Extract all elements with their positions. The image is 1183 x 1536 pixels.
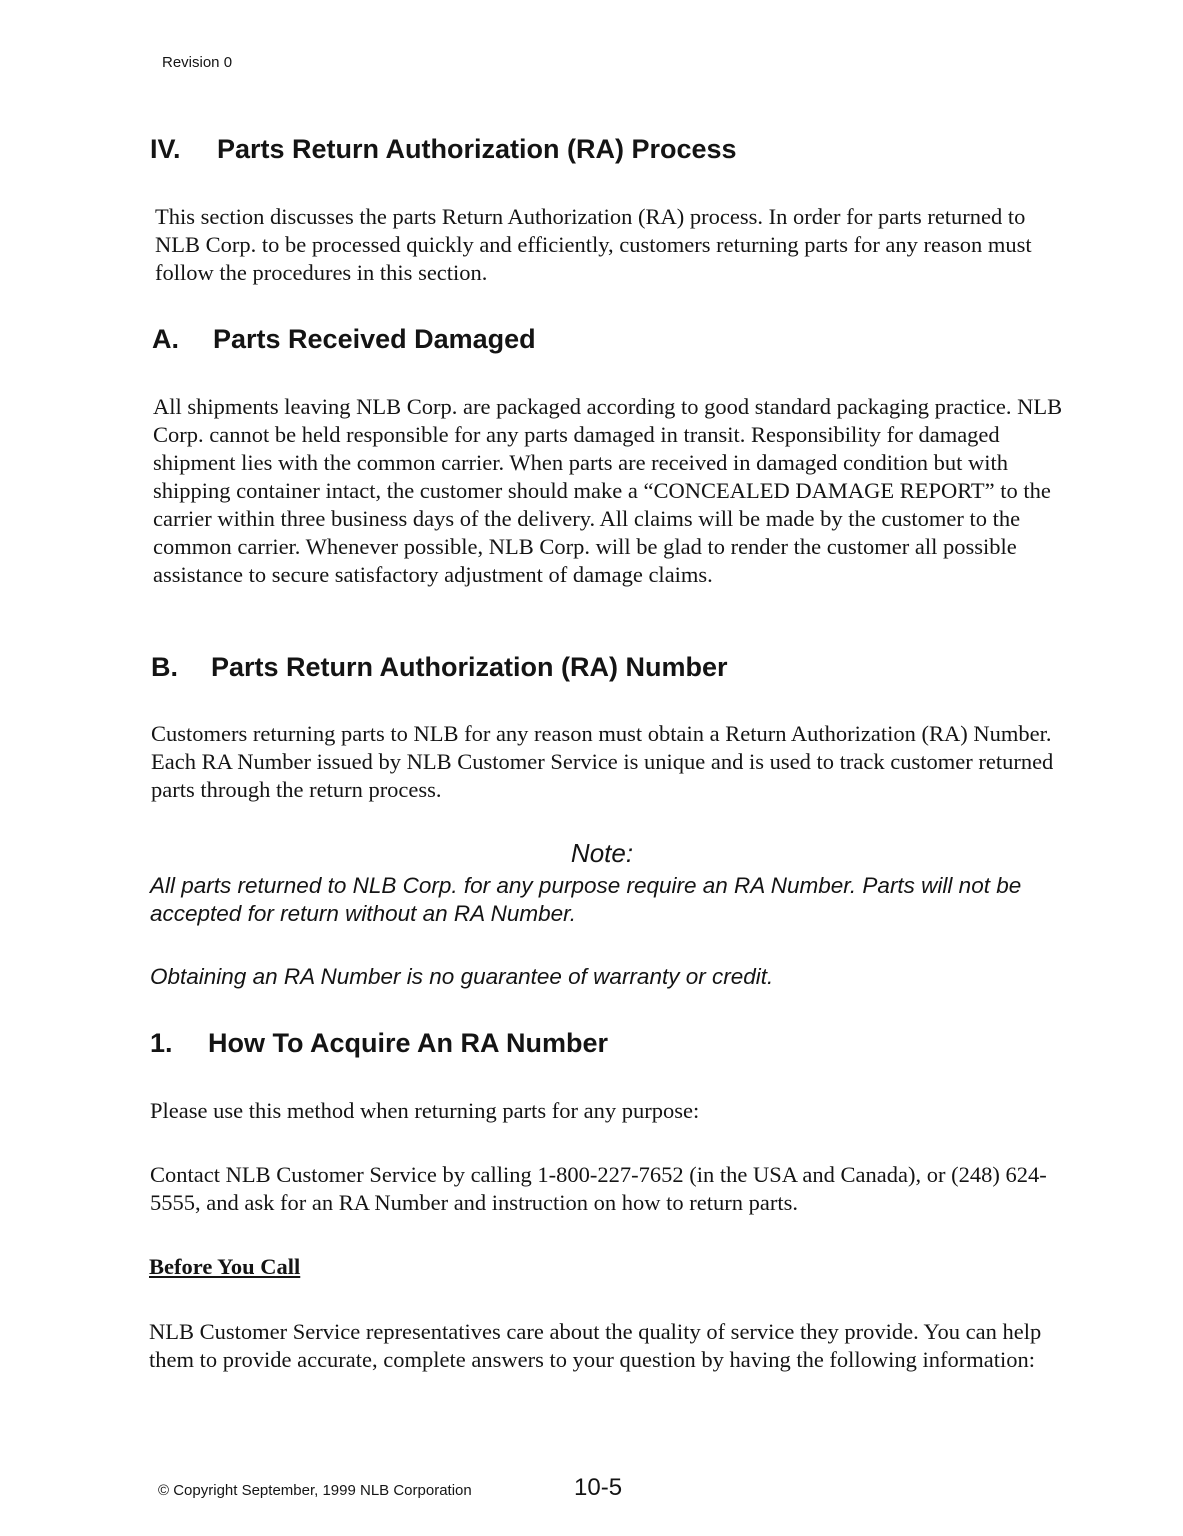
page-number: 10-5 xyxy=(574,1474,623,1501)
section-b-title: Parts Return Authorization (RA) Number xyxy=(211,652,728,682)
before-you-call-body: NLB Customer Service representatives care about the quality of service they provide. You can help them to provide accurate, complete answers to your question by having the following information: xyxy=(149,1319,1042,1372)
note-line-1: All parts returned to NLB Corp. for any purpose require an RA Number. Parts will not be accepted for return without an RA Number. xyxy=(150,873,1022,926)
section-iv-body: This section discusses the parts Return Authorization (RA) process. In order for parts returned to NLB Corp. to be processed quickly and efficiently, customers returning parts for any reason must follow the procedures in this section. xyxy=(155,204,1032,285)
section-a-body: All shipments leaving NLB Corp. are packaged according to good standard packaging practice. NLB Corp. cannot be held responsible for any parts damaged in transit. Responsibility for damaged shipment lies with the common carrier. When parts are received in damaged condition but with shipping container intact, the customer should make a “CONCEALED DAMAGE REPORT” to the carrier within three business days of the delivery. All claims will be made by the customer to the common carrier. Whenever possible, NLB Corp. will be glad to render the customer all possible assistance to secure satisfactory adjustment of damage claims. xyxy=(153,394,1063,587)
revision-label: Revision 0 xyxy=(162,54,233,71)
section-a-number: A. xyxy=(152,324,179,354)
section-1-title: How To Acquire An RA Number xyxy=(208,1028,609,1058)
section-1-contact: Contact NLB Customer Service by calling 1-800-227-7652 (in the USA and Canada), or (248) 624-5555, and ask for an RA Number and instruction on how to return parts. xyxy=(150,1162,1047,1215)
note-title: Note: xyxy=(570,838,634,868)
section-b-body: Customers returning parts to NLB for any reason must obtain a Return Authorization (RA) Number. Each RA Number issued by NLB Customer Service is unique and is used to track customer returned parts through the return process. xyxy=(151,721,1054,802)
section-1-intro: Please use this method when returning parts for any purpose: xyxy=(150,1098,700,1123)
note-line-2: Obtaining an RA Number is no guarantee of warranty or credit. xyxy=(150,964,774,989)
section-b-number: B. xyxy=(151,652,178,682)
section-1-number: 1. xyxy=(150,1028,173,1058)
footer-copyright: © Copyright September, 1999 NLB Corporation xyxy=(158,1482,472,1499)
section-iv-heading xyxy=(150,133,737,165)
before-you-call-heading: Before You Call xyxy=(149,1254,301,1279)
section-iv-number: IV. xyxy=(150,134,181,164)
section-a-title: Parts Received Damaged xyxy=(213,324,536,354)
section-a-heading xyxy=(152,323,536,355)
section-1-heading xyxy=(150,1027,608,1059)
section-iv-title: Parts Return Authorization (RA) Process xyxy=(217,134,737,164)
section-b-heading xyxy=(151,651,728,683)
